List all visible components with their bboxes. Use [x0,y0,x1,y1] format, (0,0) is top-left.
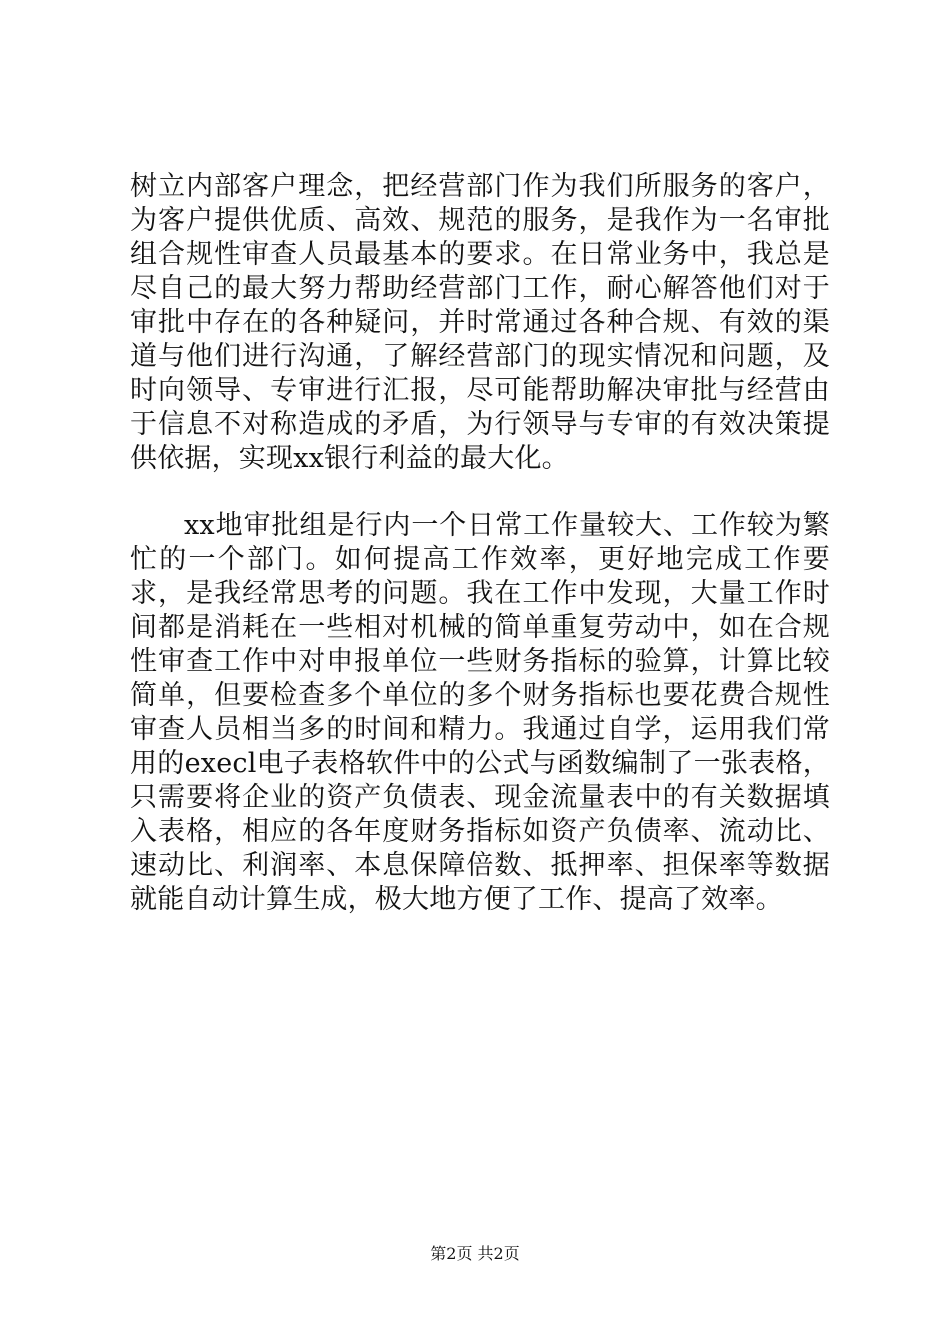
paragraph-spacer [130,476,830,509]
document-body [130,170,830,917]
paragraph-1: 树立内部客户理念，把经营部门作为我们所服务的客户，为客户提供优质、高效、规范的服务，是我作为一名审批组合规性审查人员最基本的要求。在日常业务中，我总是尽自己的最大努力帮助经营部门工作，耐心解答他们对于审批中存在的各种疑问，并时常通过各种合规、有效的渠道与他们进行沟通，了解经营部门的现实情况和问题，及时向领导、专审进行汇报，尽可能帮助解决审批与经营由于信息不对称造成的矛盾，为行领导与专审的有效决策提供依据，实现xx银行利益的最大化。 [130,171,830,474]
page-number-footer: 第2页 共2页 [430,1244,520,1263]
paragraph-2: xx地审批组是行内一个日常工作量较大、工作较为繁忙的一个部门。如何提高工作效率，更好地完成工作要求，是我经常思考的问题。我在工作中发现，大量工作时间都是消耗在一些相对机械的简单重复劳动中，如在合规性审查工作中对申报单位一些财务指标的验算，计算比较简单，但要检查多个单位的多个财务指标也要花费合规性审查人员相当多的时间和精力。我通过自学，运用我们常用的execl电子表格软件中的公式与函数编制了一张表格，只需要将企业的资产负债表、现金流量表中的有关数据填入表格，相应的各年度财务指标如资产负债率、流动比、速动比、利润率、本息保障倍数、抵押率、担保率等数据就能自动计算生成，极大地方便了工作、提高了效率。 [130,510,830,915]
